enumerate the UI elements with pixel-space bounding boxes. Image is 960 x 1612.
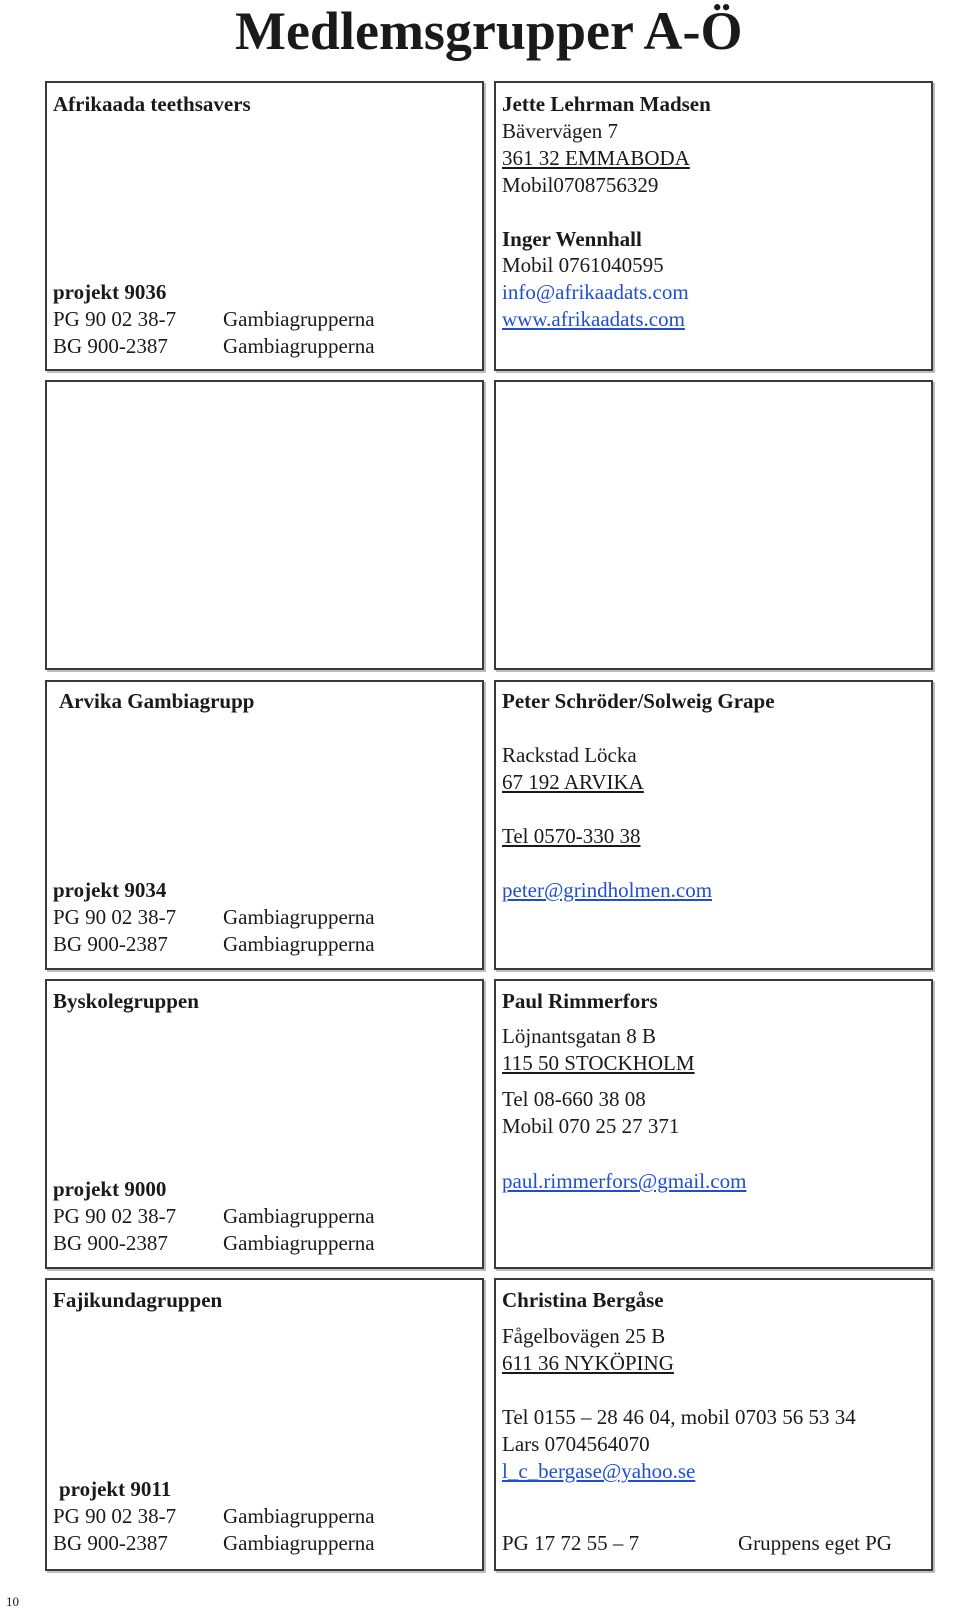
pg-number: PG 90 02 38-7 — [53, 1504, 177, 1528]
bg-number: BG 900-2387 — [53, 334, 168, 358]
project-number: projekt 9011 — [59, 1477, 172, 1501]
pg-number: PG 90 02 38-7 — [53, 307, 177, 331]
project-number: projekt 9034 — [53, 878, 167, 902]
bg-recipient: Gambiagrupperna — [223, 334, 375, 358]
contact-phone-2: Lars 0704564070 — [502, 1432, 650, 1456]
group-info-box — [45, 1278, 484, 1571]
pg-recipient: Gambiagrupperna — [223, 1504, 375, 1528]
website-link[interactable]: www.afrikaadats.com — [502, 307, 685, 331]
email-link[interactable]: peter@grindholmen.com — [502, 878, 713, 902]
pg-recipient: Gambiagrupperna — [223, 905, 375, 929]
contact-street: Fågelbovägen 25 B — [502, 1324, 666, 1348]
bg-number: BG 900-2387 — [53, 932, 168, 956]
group-info-box — [45, 81, 484, 371]
contact-name: Peter Schröder/Solweig Grape — [502, 689, 775, 713]
contact-name: Paul Rimmerfors — [502, 989, 658, 1013]
bg-recipient: Gambiagrupperna — [223, 1531, 375, 1555]
contact-postal: 67 192 ARVIKA — [502, 770, 644, 794]
contact-phone-2: Mobil 0761040595 — [502, 253, 664, 277]
contact-street: Rackstad Löcka — [502, 743, 637, 767]
project-number: projekt 9000 — [53, 1177, 167, 1201]
pg-row — [53, 904, 473, 931]
contact-phone: Tel 0570-330 38 — [502, 824, 641, 848]
empty-box-left — [45, 380, 484, 670]
contact-name: Jette Lehrman Madsen — [502, 92, 711, 116]
contact-phone: Mobil0708756329 — [502, 173, 659, 197]
bg-number: BG 900-2387 — [53, 1231, 168, 1255]
contact-postal: 611 36 NYKÖPING — [502, 1351, 674, 1375]
page-title: Medlemsgrupper A-Ö — [235, 1, 743, 61]
contact-box — [494, 979, 933, 1269]
pg-row — [53, 306, 473, 333]
group-name: Byskolegruppen — [53, 989, 199, 1013]
project-number: projekt 9036 — [53, 280, 167, 304]
contact-street: Löjnantsgatan 8 B — [502, 1024, 656, 1048]
bg-recipient: Gambiagrupperna — [223, 1231, 375, 1255]
bg-row — [53, 931, 473, 958]
contact-name-2: Inger Wennhall — [502, 227, 642, 251]
bg-row — [53, 1530, 473, 1557]
contact-name: Christina Bergåse — [502, 1288, 664, 1312]
contact-box — [494, 680, 933, 970]
pg-recipient: Gambiagrupperna — [223, 307, 375, 331]
bg-row — [53, 1230, 473, 1257]
email-link[interactable]: paul.rimmerfors@gmail.com — [502, 1169, 747, 1193]
group-name: Arvika Gambiagrupp — [59, 689, 255, 713]
group-name: Fajikundagruppen — [53, 1288, 223, 1312]
email-link[interactable]: l_c_bergase@yahoo.se — [502, 1459, 696, 1483]
own-pg-row — [502, 1530, 922, 1557]
contact-box — [494, 81, 933, 371]
own-pg-number: PG 17 72 55 – 7 — [502, 1531, 640, 1555]
bg-recipient: Gambiagrupperna — [223, 932, 375, 956]
contact-mobile: Mobil 070 25 27 371 — [502, 1114, 680, 1138]
group-info-box — [45, 680, 484, 970]
group-info-box — [45, 979, 484, 1269]
email-link[interactable]: info@afrikaadats.com — [502, 280, 689, 304]
contact-postal: 361 32 EMMABODA — [502, 146, 690, 170]
contact-box — [494, 1278, 933, 1571]
empty-box-right — [494, 380, 933, 670]
pg-number: PG 90 02 38-7 — [53, 1204, 177, 1228]
contact-postal: 115 50 STOCKHOLM — [502, 1051, 695, 1075]
pg-recipient: Gambiagrupperna — [223, 1204, 375, 1228]
contact-phone: Tel 0155 – 28 46 04, mobil 0703 56 53 34 — [502, 1405, 856, 1429]
group-name: Afrikaada teethsavers — [53, 92, 251, 116]
bg-number: BG 900-2387 — [53, 1531, 168, 1555]
pg-number: PG 90 02 38-7 — [53, 905, 177, 929]
own-pg-label: Gruppens eget PG — [738, 1531, 892, 1555]
contact-phone: Tel 08-660 38 08 — [502, 1087, 646, 1111]
contact-street: Bävervägen 7 — [502, 119, 619, 143]
bg-row — [53, 333, 473, 360]
page-number: 10 — [6, 1594, 19, 1609]
pg-row — [53, 1503, 473, 1530]
pg-row — [53, 1203, 473, 1230]
